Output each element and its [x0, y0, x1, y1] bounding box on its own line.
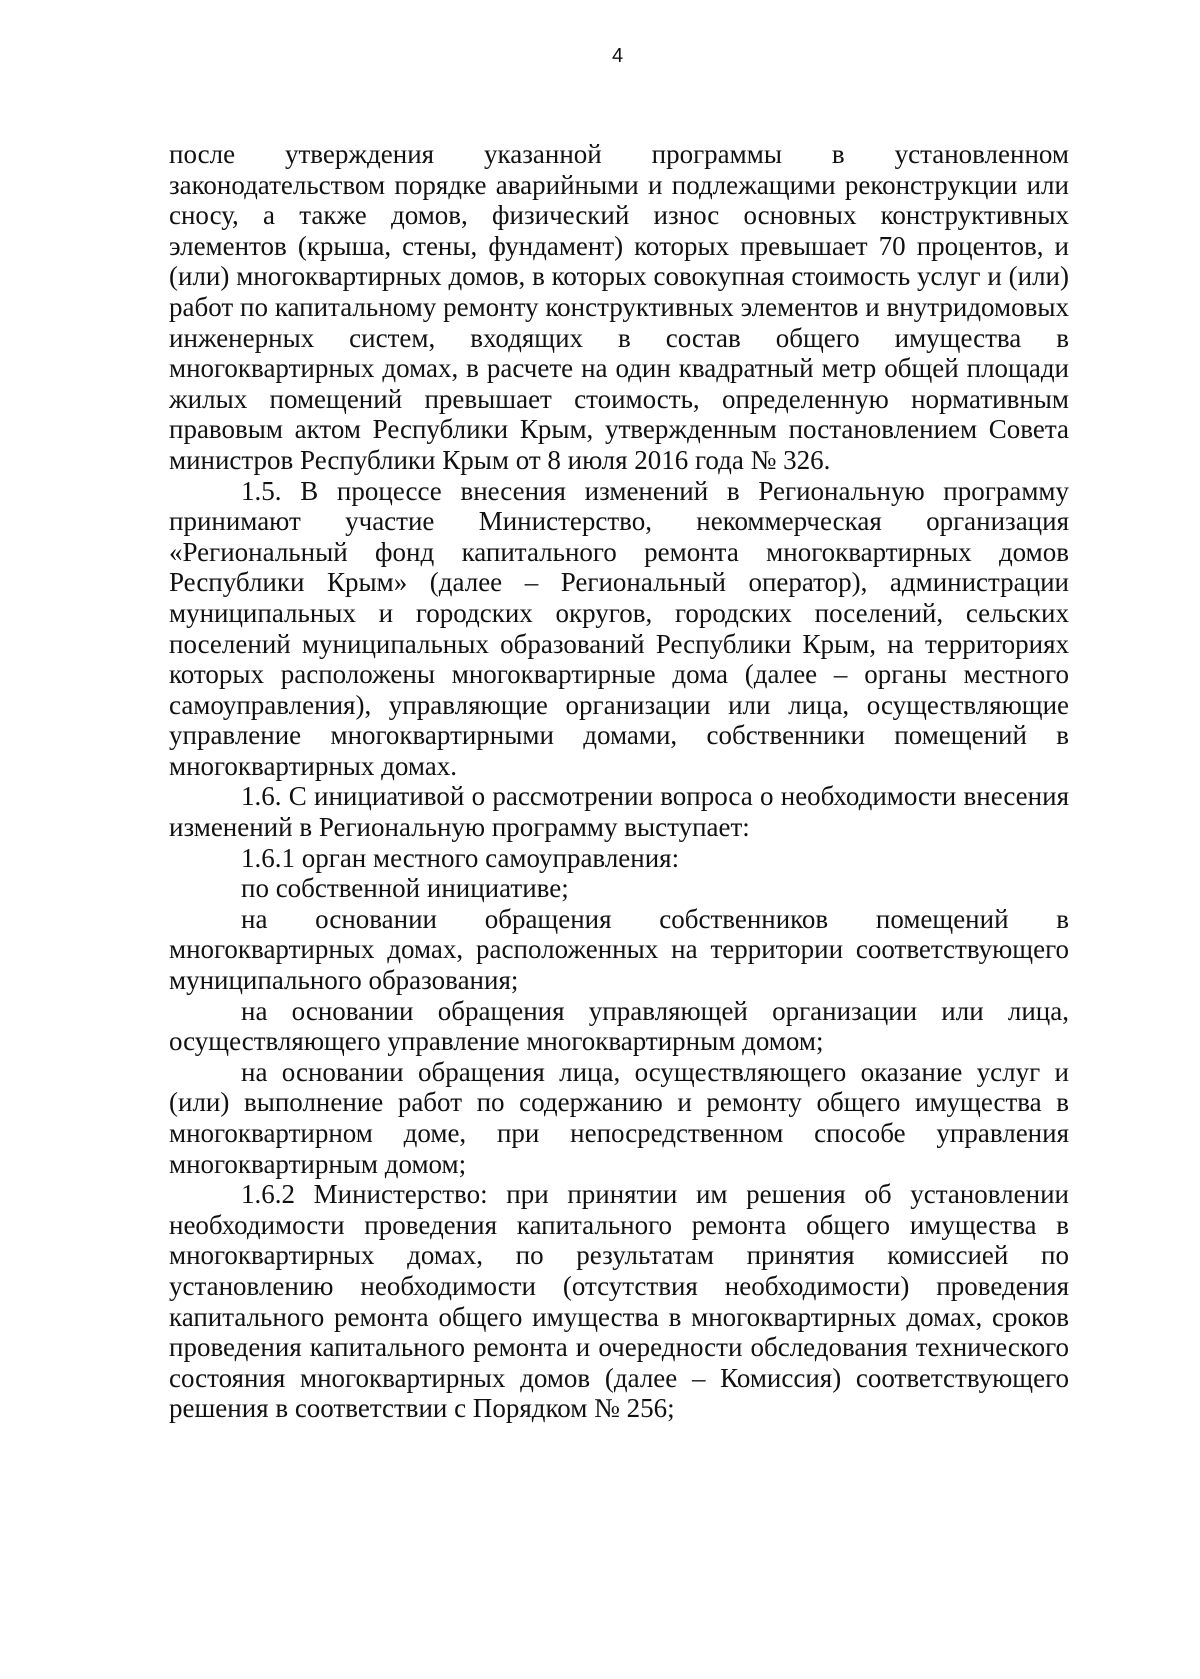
- list-item-owners-appeal: на основании обращения собственников помещений в многоквартирных домах, расположенных на территории соответствующего муниципального образования;: [169, 903, 1069, 996]
- paragraph-1-5: 1.5. В процессе внесения изменений в Региональную программу принимают участие Министерство, некоммерческая организация «Региональный фонд капитального ремонта многоквартирных домов Республики Крым» (далее – Региональный оператор), администрации муниципальных и городских округов, городских поселений, сельских поселений муниципальных образований Республики Крым, на территориях которых расположены многоквартирные дома (далее – органы местного самоуправления), управляющие организации или лица, осуществляющие управление многоквартирными домами, собственники помещений в многоквартирных домах.: [169, 475, 1069, 781]
- paragraph-1-6: 1.6. С инициативой о рассмотрении вопроса о необходимости внесения изменений в Региональную программу выступает:: [169, 781, 1069, 843]
- document-body: [169, 139, 1069, 1424]
- paragraph-continuation: после утверждения указанной программы в установленном законодательством порядке аварийными и подлежащими реконструкции или сносу, а также домов, физический износ основных конструктивных элементов (крыша, стены, фундамент) которых превышает 70 процентов, и (или) многоквартирных домов, в которых совокупная стоимость услуг и (или) работ по капитальному ремонту конструктивных элементов и внутридомовых инженерных систем, входящих в состав общего имущества в многоквартирных домах, в расчете на один квадратный метр общей площади жилых помещений превышает стоимость, определенную нормативным правовым актом Республики Крым, утвержденным постановлением Совета министров Республики Крым от 8 июля 2016 года № 326.: [169, 139, 1069, 475]
- list-item-management-appeal: на основании обращения управляющей организации или лица, осуществляющего управление многоквартирным домом;: [169, 995, 1069, 1057]
- list-item-own-initiative: по собственной инициативе;: [241, 873, 569, 904]
- page-number: 4: [611, 45, 624, 67]
- list-item-service-provider-appeal: на основании обращения лица, осуществляющего оказание услуг и (или) выполнение работ по содержанию и ремонту общего имущества в многоквартирном доме, при непосредственном способе управления многоквартирным домом;: [169, 1056, 1069, 1179]
- paragraph-1-6-2: 1.6.2 Министерство: при принятии им решения об установлении необходимости проведения капитального ремонта общего имущества в многоквартирных домах, по результатам принятия комиссией по установлению необходимости (отсутствия необходимости) проведения капитального ремонта общего имущества в многоквартирных домах, сроков проведения капитального ремонта и очередности обследования технического состояния многоквартирных домов (далее – Комиссия) соответствующего решения в соответствии с Порядком № 256;: [169, 1179, 1069, 1424]
- paragraph-1-6-1: 1.6.1 орган местного самоуправления:: [241, 842, 680, 873]
